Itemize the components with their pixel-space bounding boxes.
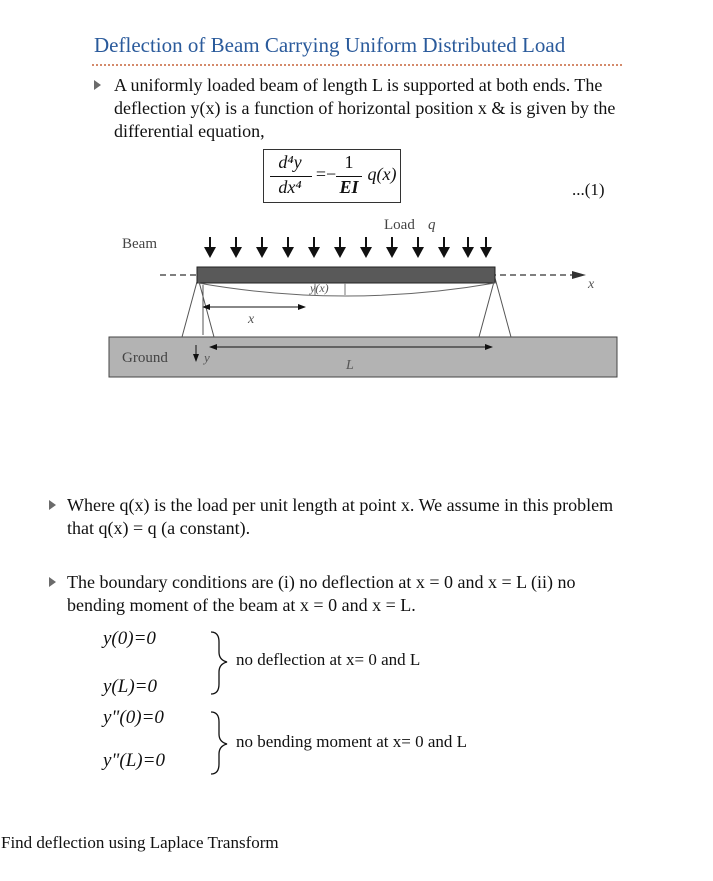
x-label: x xyxy=(248,312,255,327)
x-axis-label: x xyxy=(588,277,595,292)
boundary-condition-yppL: y"(L)=0 xyxy=(103,750,165,771)
page-title: Deflection of Beam Carrying Uniform Distributed Load xyxy=(94,33,566,57)
y-label: y xyxy=(204,350,210,365)
deflection-curve xyxy=(198,283,495,296)
equation-rhs-numerator: 1 xyxy=(344,152,354,172)
equation-load-function: q(x) xyxy=(367,164,397,184)
brace-group xyxy=(205,628,233,778)
beam-body xyxy=(197,267,495,283)
ground-label: Ground xyxy=(122,350,168,366)
equation-minus: − xyxy=(326,164,337,184)
bullet-icon xyxy=(49,500,56,510)
equation-equals: = xyxy=(315,164,327,184)
equation-number: ...(1) xyxy=(572,180,605,199)
boundary-condition-y0: y(0)=0 xyxy=(103,628,156,649)
ground-block xyxy=(109,337,617,377)
no-deflection-text: no deflection at x= 0 and L xyxy=(236,650,421,669)
boundary-condition-ypp0: y"(0)=0 xyxy=(103,707,164,728)
bullet-icon xyxy=(49,577,56,587)
equation-rhs-denominator: EI xyxy=(339,177,359,197)
load-arrows xyxy=(204,237,492,258)
title-divider xyxy=(92,64,622,66)
equation-lhs-numerator: d⁴y xyxy=(278,152,302,172)
load-symbol: q xyxy=(428,217,436,233)
right-support xyxy=(479,278,511,337)
load-description-paragraph: Where q(x) is the load per unit length at point x. We assume in this problem that q(x) = q (a constant). xyxy=(67,495,614,538)
intro-paragraph: A uniformly loaded beam of length L is supported at both ends. The deflection y(x) is a function of horizontal position x & is given by the differential equation, xyxy=(114,75,616,141)
no-bending-moment-text: no bending moment at x= 0 and L xyxy=(236,732,468,751)
load-label: Load xyxy=(384,217,415,233)
length-label: L xyxy=(346,358,354,373)
beam-diagram xyxy=(100,205,630,385)
boundary-condition-yL: y(L)=0 xyxy=(103,676,157,697)
bullet-icon xyxy=(94,80,101,90)
brace-icon xyxy=(211,632,227,694)
x-axis-arrowhead xyxy=(572,271,586,279)
differential-equation xyxy=(263,149,401,203)
equation-lhs-denominator: dx⁴ xyxy=(278,177,302,197)
brace-icon xyxy=(211,712,227,774)
boundary-conditions-paragraph: The boundary conditions are (i) no deflection at x = 0 and x = L (ii) no bending moment of the beam at x = 0 and x = L. xyxy=(67,572,576,615)
yx-label: y(x) xyxy=(310,281,329,295)
footer-note: Find deflection using Laplace Transform xyxy=(1,833,279,852)
beam-label: Beam xyxy=(122,236,157,252)
